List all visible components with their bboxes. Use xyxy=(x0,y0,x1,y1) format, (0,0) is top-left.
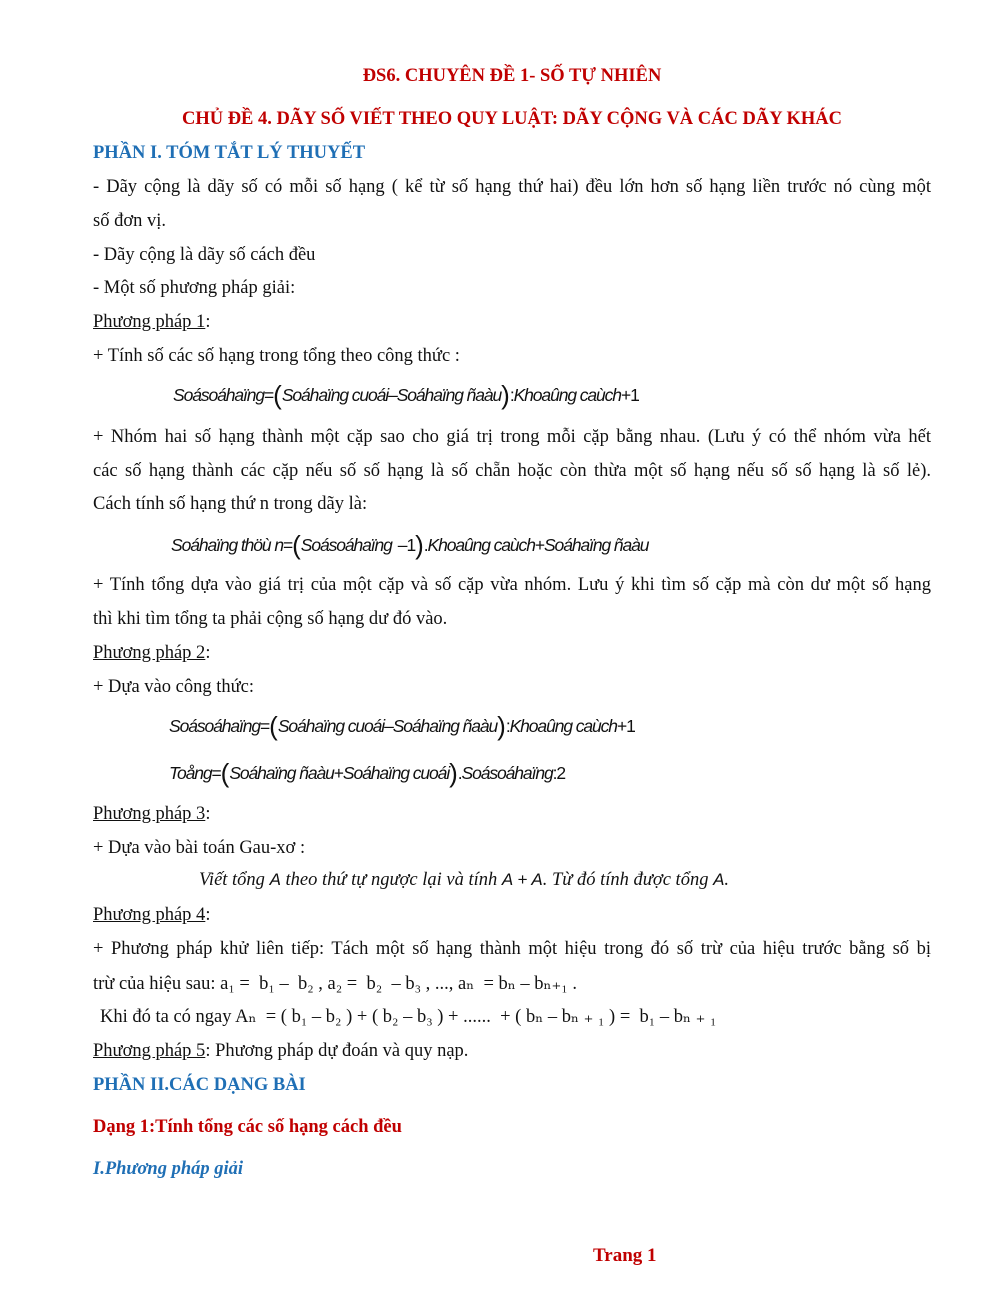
formula-op: : xyxy=(552,763,557,783)
method5-text: : Phương pháp dự đoán và quy nạp. xyxy=(205,1041,469,1061)
formula-term: Soáhaïng cuoái xyxy=(277,716,385,736)
formula-term: Soáhaïng thöù n xyxy=(171,535,283,555)
formula-op: + xyxy=(620,385,631,405)
formula-term: Khoaûng caùch xyxy=(509,716,617,736)
colon: : xyxy=(205,312,211,332)
method5-label: Phương pháp 5 xyxy=(93,1041,206,1061)
note-symbol: A xyxy=(713,870,725,889)
formula-number: 1 xyxy=(626,716,635,736)
method4-label-line xyxy=(93,903,210,927)
formula-term: Toång xyxy=(169,763,212,783)
colon: : xyxy=(205,905,211,925)
paragraph: Cách tính số hạng thứ n trong dãy là: xyxy=(93,494,368,514)
formula-op: + xyxy=(616,716,627,736)
formula-op: + xyxy=(333,763,343,783)
formula-term: Soáhaïng ñaàu xyxy=(392,716,498,736)
paragraph: thì khi tìm tổng ta phải cộng số hạng dư đó vào. xyxy=(93,609,448,629)
method5-line xyxy=(93,1039,468,1063)
formula-op: = xyxy=(264,385,274,405)
formula-nth-term: Soáhaïng thöù n=(Soásoáhaïng –1).Khoaûng caùch+Soáhaïng ñaàu xyxy=(171,530,649,560)
formula-number: 1 xyxy=(630,385,639,405)
note-symbol: A + A xyxy=(501,870,543,889)
paragraph: các số hạng thành các cặp nếu số số hạng là số chẵn hoặc còn thừa một số hạng nếu số số hạng là số lẻ). xyxy=(93,461,931,481)
paragraph: + Phương pháp khử liên tiếp: Tách một số hạng thành một hiệu trong đó số trừ của hiệu trước bằng số bị xyxy=(93,939,931,959)
note-text: . xyxy=(724,870,730,890)
paragraph: + Dựa vào công thức: xyxy=(93,677,254,697)
method3-label: Phương pháp 3 xyxy=(93,804,206,824)
formula-term: Soáhaïng ñaàu xyxy=(396,385,502,405)
formula-op: : xyxy=(505,716,510,736)
paragraph: - Dãy cộng là dãy số cách đều xyxy=(93,245,316,265)
dang1-heading: Dạng 1:Tính tổng các số hạng cách đều xyxy=(93,1117,402,1137)
formula-number: 2 xyxy=(556,763,565,783)
formula-op: : xyxy=(509,385,514,405)
colon: : xyxy=(205,643,211,663)
formula-op: . xyxy=(457,763,462,783)
page-number: Trang 1 xyxy=(593,1245,657,1266)
note-text: . Từ đó tính được tổng xyxy=(542,870,709,890)
note-text: theo thứ tự ngược lại và tính xyxy=(285,870,498,890)
formula-term: Soáhaïng ñaàu xyxy=(543,535,649,555)
note-symbol: A xyxy=(269,870,281,889)
formula-term: Soásoáhaïng xyxy=(169,716,261,736)
part1-heading: PHẦN I. TÓM TẮT LÝ THUYẾT xyxy=(93,143,366,163)
method1-label: Phương pháp 1 xyxy=(93,312,206,332)
document-title: ĐS6. CHUYÊN ĐỀ 1- SỐ TỰ NHIÊN xyxy=(362,66,662,86)
formula-number-of-terms: Soásoáhaïng=(Soáhaïng cuoái–Soáhaïng ñaàu):Khoaûng caùch+1 xyxy=(173,380,639,410)
formula-op: = xyxy=(260,716,270,736)
paragraph: + Tính số các số hạng trong tổng theo công thức : xyxy=(93,346,460,366)
formula-op: – xyxy=(397,535,407,555)
formula-op: – xyxy=(384,716,393,736)
document-subtitle: CHỦ ĐỀ 4. DÃY SỐ VIẾT THEO QUY LUẬT: DÃY CỘNG VÀ CÁC DÃY KHÁC xyxy=(181,109,843,129)
paragraph: trừ của hiệu sau: a₁ = b₁ – b₂ , a₂ = b₂ – b₃ , ..., aₙ = bₙ – bₙ₊₁ . xyxy=(93,974,578,994)
paragraph: - Dãy cộng là dãy số có mỗi số hạng ( kể từ số hạng thứ hai) đều lớn hơn số hạng liền trước nó cùng một xyxy=(93,177,931,197)
formula-term: Khoaûng caùch xyxy=(427,535,535,555)
formula-term: Khoaûng caùch xyxy=(513,385,621,405)
paragraph: + Tính tổng dựa vào giá trị của một cặp và số cặp vừa nhóm. Lưu ý khi tìm số cặp mà còn dư một số hạng xyxy=(93,575,931,595)
formula-sum: Toång=(Soáhaïng ñaàu+Soáhaïng cuoái).Soásoáhaïng:2 xyxy=(169,758,565,788)
formula-op: = xyxy=(282,535,293,555)
paragraph: + Nhóm hai số hạng thành một cặp sao cho giá trị trong mỗi cặp bằng nhau. (Lưu ý có thể nhóm vừa hết xyxy=(93,427,931,447)
formula-term: Soáhaïng cuoái xyxy=(342,763,450,783)
method2-label-line xyxy=(93,641,210,665)
formula-term: Soásoáhaïng xyxy=(173,385,265,405)
formula-term: Soáhaïng ñaàu xyxy=(229,763,334,783)
paragraph: số đơn vị. xyxy=(93,211,166,231)
method3-label-line xyxy=(93,802,210,826)
section-heading: I.Phương pháp giải xyxy=(93,1159,244,1179)
gauss-note xyxy=(199,870,729,891)
note-text: Viết tổng xyxy=(199,870,265,890)
formula-term: Soáhaïng cuoái xyxy=(281,385,389,405)
method4-label: Phương pháp 4 xyxy=(93,905,206,925)
formula-number: 1 xyxy=(406,535,416,555)
formula-op: . xyxy=(423,535,428,555)
formula-term: Soásoáhaïng xyxy=(300,535,392,555)
formula-number-of-terms-2: Soásoáhaïng=(Soáhaïng cuoái–Soáhaïng ñaàu):Khoaûng caùch+1 xyxy=(169,711,635,741)
paragraph: - Một số phương pháp giải: xyxy=(93,278,296,298)
part2-heading: PHẦN II.CÁC DẠNG BÀI xyxy=(93,1075,306,1095)
formula-op: – xyxy=(388,385,397,405)
method2-label: Phương pháp 2 xyxy=(93,643,206,663)
formula-op: + xyxy=(534,535,544,555)
paragraph: Khi đó ta có ngay Aₙ = ( b₁ – b₂ ) + ( b₂ – b₃ ) + ...... + ( bₙ – bₙ ₊ ₁ ) = b₁ – bₙ ₊ ₁ xyxy=(100,1007,717,1027)
formula-term: Soásoáhaïng xyxy=(461,763,553,783)
paragraph: + Dựa vào bài toán Gau-xơ : xyxy=(93,838,306,858)
method1-label-line xyxy=(93,310,210,334)
colon: : xyxy=(205,804,211,824)
formula-op: = xyxy=(211,763,221,783)
